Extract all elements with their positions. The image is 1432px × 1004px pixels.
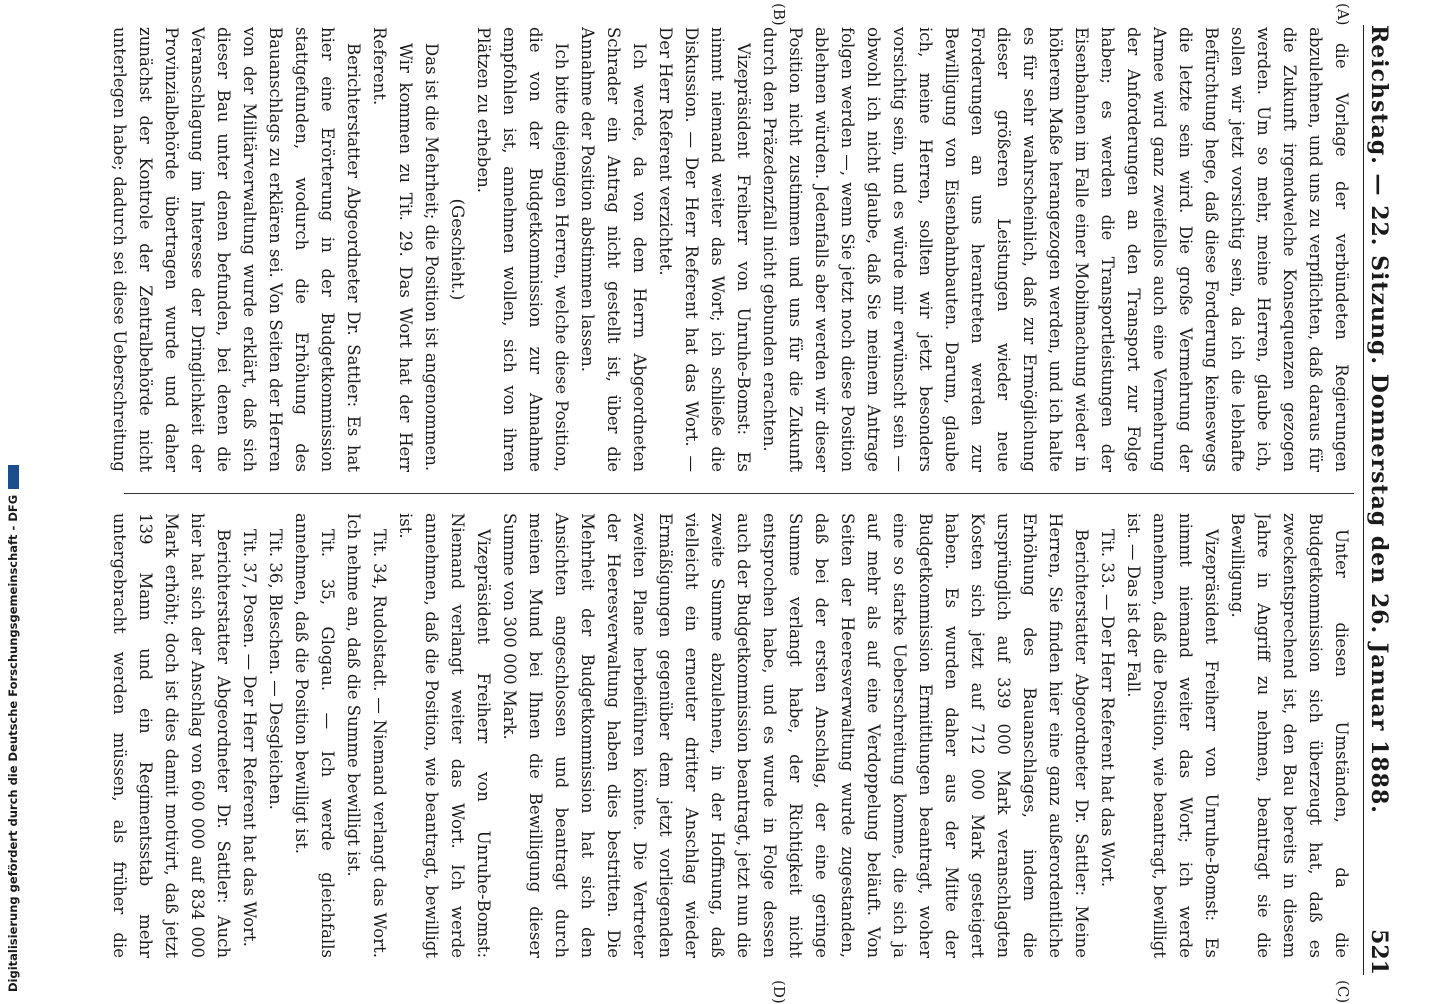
paragraph: Tit. 34, Rudolstadt. — Niemand verlangt das Wort. Ich nehme an, daß die Summe bewilligt ist. bbox=[344, 513, 389, 958]
paragraph: Vizepräsident Freiherr von Unruhe-Bomst: Es nimmt niemand weiter das Wort; ich schließe die Diskussion. — Der Herr Referent hat das Wort. — Der Herr Referent verzichtet. bbox=[656, 27, 753, 472]
paragraph: die Vorlage der verbündeten Regierungen abzulehnen, und uns zu verpflichten, daß daraus für die Zukunft irgendwelche Konsequenzen gezogen werden. Um so mehr, meine Herren, glaube ich, sollen wir jetzt vorsichtig sein, da ich die lebhafte Befürchtung hege, daß diese Forderung keineswegs die letzte sein wird. Die große Vermehrung der Armee wird ganz zweifellos auch eine Vermehrung der Anforderungen an den Transport zur Folge haben; es werden die Transportleistungen der Eisenbahnen im Falle einer Mobilmachung wieder in höherem Maße herangezogen werden, und ich halte es für sehr wahrscheinlich, daß zur Ermöglichung dieser größeren Leistungen wieder neue Forderungen an uns herantreten werden zur Bewilligung von Eisenbahnbauten. Darum, glaube ich, meine Herren, sollten wir jetzt besonders vorsichtig sein, und es würde mir erwünscht sein — obwohl ich nicht glaube, daß Sie meinem Antrage folgen werden —, wenn Sie jetzt noch diese Position ablehnen würden. Jedenfalls aber werden wir dieser Position nicht zustimmen und uns für die Zukunft durch den Präzedenzfall nicht gebunden erachten. bbox=[760, 27, 1351, 472]
paragraph: Tit. 37, Posen. — Der Herr Referent hat das Wort. bbox=[240, 529, 259, 947]
margin-mark-b: (B) bbox=[770, 3, 788, 26]
rotated-document-page bbox=[80, 3, 1410, 1004]
header-session bbox=[1366, 25, 1392, 814]
header-date: Donnerstag den 26. Januar 1888. bbox=[1366, 373, 1392, 814]
dfg-logo-icon bbox=[8, 465, 19, 489]
paragraph: Vizepräsident Freiherr von Unruhe-Bomst: Es nimmt niemand weiter das Wort; ich werde annehmen, daß die Position, wie beantragt, bewilligt ist. — Das ist der Fall. bbox=[1124, 513, 1221, 958]
paragraph: Tit. 35, Glogau. — Ich werde gleichfalls annehmen, daß die Position bewilligt ist. bbox=[292, 513, 337, 958]
paragraph: Berichterstatter Abgeordneter Dr. Sattler: Meine Herren, Sie finden hier eine ganz außerordentliche Erhöhung des Bauanschlages, indem die ursprünglich auf 339 000 Mark veranschlagten Kosten sich jetzt auf 712 000 Mark gesteigert haben. Es wurden daher aus der Mitte der Budgetkommission Ermittlungen beantragt, woher eine so starke Ueberschreitung komme, die sich ja auf mehr als auf eine Verdoppelung beläuft. Von Seiten der Heeresverwaltung wurde zugestanden, daß bei der ersten Anschlag, der eine geringe Summe verlangt habe, der Richtigkeit nicht entsprochen habe, und es wurde in Folge dessen auch der Budgetkommission beantragt, jetzt nun die zweite Summe abzulehnen, in der Hoffnung, daß vielleicht ein erneuter dritter Anschlag wieder Ermäßigungen gegenüber dem jetzt vorliegenden zweiten Plane herbeiführen könnte. Die Vertreter der Heeresverwaltung haben dies bestritten. Die Mehrheit der Budgetkommission hat sich den Ansichten angeschlossen und beantragt durch meinen Mund bei Ihnen die Bewilligung dieser Summe von 300 000 Mark. bbox=[500, 513, 1091, 958]
left-column bbox=[104, 27, 1354, 472]
paragraph: Unter diesen Umständen, da die Budgetkommission sich überzeugt hat, daß es zweckentsprechend ist, den Bau bereits in diesem Jahre in Angriff zu nehmen, beantragt sie die Bewilligung. bbox=[1228, 513, 1351, 958]
page-number: 521 bbox=[1366, 929, 1392, 975]
digitization-credit-strip bbox=[0, 0, 22, 1000]
right-column bbox=[104, 513, 1354, 958]
margin-mark-d: (D) bbox=[770, 980, 788, 1004]
paragraph: Vizepräsident Freiherr von Unruhe-Bomst: Niemand verlangt weiter das Wort. Ich werde annehmen, daß die Position, wie beantragt, bewilligt ist. bbox=[396, 513, 493, 958]
digitization-credit bbox=[4, 0, 22, 1000]
paragraph: (Geschieht.) bbox=[448, 198, 467, 301]
paragraph: Ich bitte diejenigen Herren, welche diese Position, die von der Budgetkommission zur Annahme empfohlen ist, annehmen wollen, sich von ihren Plätzen zu erheben. bbox=[474, 27, 571, 472]
paragraph: Tit. 33. — Der Herr Referent hat das Wort. bbox=[1098, 529, 1117, 888]
paragraph: Das ist die Mehrheit; die Position ist angenommen. bbox=[422, 43, 441, 472]
paragraph: Ich werde, da von dem Herrn Abgeordneten Schrader ein Antrag nicht gestellt ist, über die Annahme der Position abstimmen lassen. bbox=[578, 27, 649, 472]
column-divider bbox=[124, 493, 1354, 494]
margin-mark-c: (C) bbox=[1334, 980, 1352, 1004]
paragraph: Tit. 36, Bleschen. — Desgleichen. bbox=[266, 529, 285, 810]
paragraph: Wir kommen zu Tit. 29. Das Wort hat der Herr Referent. bbox=[370, 27, 415, 472]
paragraph: Berichterstatter Abgeordneter Dr. Sattler: Auch hier hat sich der Anschlag von 600 000 auf 834 000 Mark erhöht; doch ist dies damit motivirt, daß jetzt 139 Mann und ein Regimentsstab mehr untergebracht werden müssen, als früher die bbox=[110, 513, 233, 958]
header-session-text: Reichstag. — 22. Sitzung. bbox=[1366, 25, 1392, 366]
digitization-credit-text: Digitalisierung gefördert durch die Deutsche Forschungsgemeinschaft - DFG bbox=[6, 494, 20, 992]
paragraph: Berichterstatter Abgeordneter Dr. Sattler: Es hat hier eine Erörterung in der Budgetkommission stattgefunden, wodurch die Erhöhung des Bauanschlags zu erklären sei. Von Seiten der Herren von der Militärverwaltung wurde erklärt, daß sich dieser Bau unter denen befunden, bei denen die Veranschlagung im Interesse der Dringlichkeit der Provinzialbehörde übertragen wurde und daher zunächst der Kontrole der Zentralbehörde nicht unterlegen habe; dadurch sei diese Ueberschreitung bbox=[110, 27, 363, 472]
page-header bbox=[1363, 25, 1398, 975]
margin-mark-a: (A) bbox=[1334, 3, 1352, 26]
